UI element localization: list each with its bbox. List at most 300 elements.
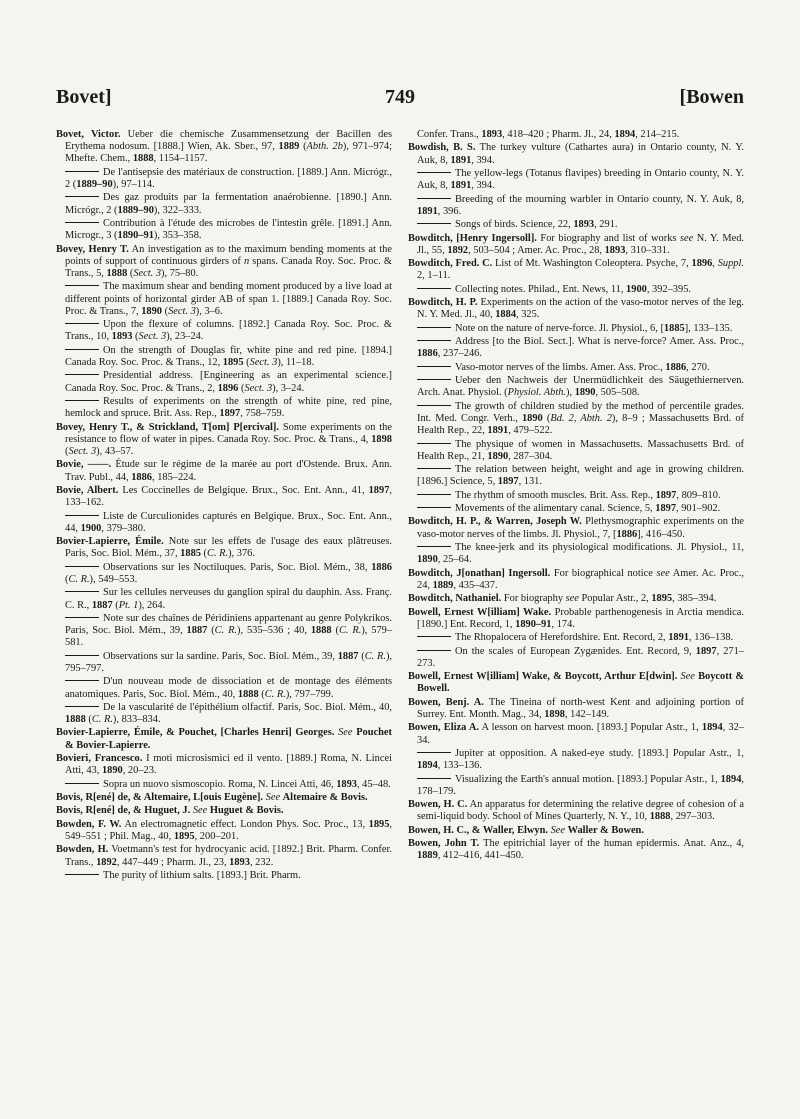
bibliography-entry xyxy=(408,825,744,837)
entry-text: Des gaz produits par la fermentation anaérobienne. [1890.] Ann. Micrógr., 2 ( xyxy=(65,192,392,216)
bibliography-entry xyxy=(408,632,744,644)
entry-text: , 45–48. xyxy=(356,778,391,790)
entry-text: 2, 1–11. xyxy=(417,270,451,282)
ditto-rule xyxy=(65,171,99,172)
entry-text: D'un nouveau mode de dissociation et de montage des éléments anatomiques. Paris, Soc. Biol. Mém., 40, xyxy=(65,676,392,700)
ditto-rule xyxy=(65,196,99,197)
entry-year: 1894 xyxy=(417,760,438,772)
entry-text: ( xyxy=(112,599,119,611)
bibliography-entry xyxy=(56,244,392,281)
entry-year: 1889–90 xyxy=(117,204,154,216)
entry-text: Pt. 1 xyxy=(118,599,139,611)
entry-text: ( xyxy=(299,141,307,153)
entry-text: ), 11–18. xyxy=(277,356,315,368)
entry-text: ( xyxy=(162,305,169,317)
entry-text: ( xyxy=(542,412,551,424)
entry-text: An electromagnetic effect. London Phys. Soc. Proc., 13, xyxy=(121,818,369,830)
entry-year: 1886 xyxy=(371,561,392,573)
entry-text: , 136–138. xyxy=(689,632,734,644)
bibliography-entry xyxy=(56,459,392,483)
entry-text: Voetmann's test for hydrocyanic acid. [1892.] Brit. Pharm. Confer. Trans., xyxy=(65,844,392,868)
entry-text: ], 133–135. xyxy=(684,322,733,334)
entry-year: Pouchet & Bovier-Lapierre. xyxy=(65,727,392,751)
entry-year: 1888 xyxy=(106,267,128,279)
entry-author: Bowell, Ernest W[illiam] Wake. xyxy=(408,606,552,618)
entry-year: 1886 xyxy=(131,471,152,483)
entry-text: Sect. 3 xyxy=(68,445,97,457)
entry-year: 1893 xyxy=(481,129,503,140)
entry-text: Sect. 3 xyxy=(249,356,278,368)
entry-text: , 418–420 ; Pharm. Jl., 24, xyxy=(502,129,615,140)
entry-text: ( xyxy=(243,356,250,368)
entry-text: The relation between height, weight and age in growing children. [1896.] Science, 5, xyxy=(417,464,744,488)
entry-text: ), 8–9 ; Massachusetts Brd. of Health Rep., 22, xyxy=(417,412,744,437)
entry-text: ), 971–974; Mhefte. Chem., xyxy=(65,141,392,165)
entry-author: Bowen, John T. xyxy=(408,838,480,850)
entry-year: 1893 xyxy=(229,856,250,868)
bibliography-entry xyxy=(56,192,392,216)
entry-text: ), 264. xyxy=(138,599,166,611)
entry-text: Plethysmographic experiments on the vaso-motor nerves of the limbs. Jl. Physiol., 7, [ xyxy=(417,516,744,540)
entry-text: The purity of lithium salts. [1893.] Brit. Pharm. xyxy=(103,870,301,882)
ditto-rule xyxy=(65,680,99,681)
entry-year: 1892 xyxy=(96,856,117,868)
bibliography-entry xyxy=(408,503,744,515)
entry-author: Bovier-Lapierre, Émile. xyxy=(56,536,164,548)
entry-text: , xyxy=(712,258,718,270)
entry-year: 1885 xyxy=(663,322,685,334)
entry-year: 1886 xyxy=(616,528,638,540)
ditto-rule xyxy=(65,222,99,223)
entry-year: 1890–91 xyxy=(515,618,552,630)
entry-text: ], 416–450. xyxy=(637,528,685,540)
ditto-rule xyxy=(417,366,451,367)
entry-text: The growth of children studied by the method of percentile grades. Int. Med. Congr. Verh., xyxy=(417,400,744,424)
entry-author: Bovey, Henry T. xyxy=(56,243,129,255)
entry-text: Observations sur la sardine. Paris, Soc. Biol. Mém., 39, xyxy=(103,650,338,662)
entry-year: 1888 xyxy=(237,688,259,700)
entry-text: The turkey vulture (Cathartes aura) in Ontario county, N. Y. Auk, 8, xyxy=(417,142,744,166)
entry-author: Bowen, Benj. A. xyxy=(408,696,484,708)
ditto-rule xyxy=(417,198,451,199)
entry-text: , 396. xyxy=(437,205,462,217)
entry-text: For biographical notice xyxy=(550,567,657,579)
entry-text: Visualizing the Earth's annual motion. [1893.] Popular Astr., 1, xyxy=(455,773,721,785)
bibliography-entry xyxy=(408,607,744,631)
entry-year: 1897 xyxy=(655,503,677,515)
entry-year: 1886 xyxy=(417,348,438,360)
entry-year: 1885 xyxy=(180,548,201,560)
bibliography-entry xyxy=(408,516,744,540)
entry-year: 1890–91 xyxy=(117,230,154,242)
entry-text: , 310–331. xyxy=(625,244,670,256)
bibliography-entry xyxy=(408,799,744,823)
entry-text: ), 579–581. xyxy=(65,625,393,649)
ditto-rule xyxy=(417,778,451,779)
entry-text: , 758–759. xyxy=(240,408,285,420)
entry-author: Bowen, H. C. xyxy=(408,799,468,811)
entry-author: Bowden, H. xyxy=(56,844,109,856)
ditto-rule xyxy=(417,379,451,380)
ditto-rule xyxy=(417,223,451,224)
entry-text: Upon the flexure of columns. [1892.] Canada Roy. Soc. Proc. & Trans., 10, xyxy=(65,319,392,343)
entry-text: , 503–504 ; Amer. Ac. Proc., 28, xyxy=(468,244,605,256)
ditto-rule xyxy=(65,566,99,567)
entry-text: , 385–394. xyxy=(672,593,717,605)
ditto-rule xyxy=(65,655,99,656)
entry-year: 1888 xyxy=(310,625,332,637)
bibliography-entry xyxy=(408,593,744,605)
ditto-rule xyxy=(65,400,99,401)
bibliography-entry xyxy=(408,697,744,721)
entry-text: ), 535–536 ; 40, xyxy=(237,625,311,637)
entry-text: Les Coccinelles de Belgique. Brux., Soc. Ent. Ann., 41, xyxy=(118,484,369,496)
entry-text: Abth. 2b xyxy=(306,141,343,153)
bibliography-entry xyxy=(56,779,392,791)
entry-text: ), 795–797. xyxy=(65,650,393,674)
entry-text: The yellow-legs (Totanus flavipes) breeding in Ontario county, N. Y. Auk, 8, xyxy=(417,167,744,192)
entry-year: 1891 xyxy=(668,632,689,644)
left-column xyxy=(56,129,392,883)
bibliography-entry xyxy=(408,323,744,335)
bibliography-entry xyxy=(56,753,392,777)
entry-text: The epitrichial layer of the human epidermis. Anat. Anz., 4, xyxy=(479,838,744,850)
bibliography-entry xyxy=(56,319,392,343)
entry-text: , 287–304. xyxy=(508,450,553,462)
entry-author: Bowdish, B. S. xyxy=(408,142,476,154)
entry-year: 1888 xyxy=(132,153,154,165)
entry-text: ), 75–80. xyxy=(161,267,199,279)
entry-text: Suppl. xyxy=(717,258,744,270)
entry-text: , 200–201. xyxy=(194,831,239,843)
bibliography-entry xyxy=(408,722,744,746)
entry-text: n xyxy=(243,255,250,267)
entry-text: Note on the nature of nerve-force. Jl. Physiol., 6, [ xyxy=(455,322,664,334)
entry-text: , 133–162. xyxy=(65,484,392,509)
entry-text: Amer. Ac. Proc., 24, xyxy=(417,567,744,591)
entry-text: , 142–149. xyxy=(564,709,610,721)
bibliography-entry xyxy=(56,167,392,191)
entry-year: 1889–90 xyxy=(76,179,113,190)
ditto-rule xyxy=(417,507,451,508)
entry-text: Sur les cellules nerveuses du ganglion spiral du dauphin. Ass. Franç. C. R., xyxy=(65,587,392,611)
entry-text: ), 549–553. xyxy=(89,573,138,585)
entry-year: 1884 xyxy=(495,309,517,321)
entry-year: 1890 xyxy=(101,765,123,777)
entry-text: Sect. 3 xyxy=(244,382,273,394)
entry-text: , 435–437. xyxy=(453,579,498,591)
entry-year: 1893 xyxy=(111,331,133,343)
ditto-rule xyxy=(65,706,99,707)
entry-author: Bovis, R[ené] de, & Altemaire, L[ouis Eugène]. xyxy=(56,792,264,804)
entry-text: C. R. xyxy=(68,573,90,585)
entry-text: Ueber die chemische Zusammensetzung der Bacillen des Erythema nodosum. [1888.] Wien, Ak. Sber., 97, xyxy=(65,129,392,153)
bibliography-entry xyxy=(408,646,744,670)
entry-text: See xyxy=(265,792,281,804)
entry-text: Presidential address. [Engineering as an experimental science.] Canada Roy. Soc. Proc. & Trans., 2, xyxy=(65,370,392,394)
bibliography-entry xyxy=(56,613,392,650)
bibliography-entry xyxy=(56,870,392,882)
entry-text: ( xyxy=(200,548,208,560)
ditto-rule xyxy=(417,443,451,444)
ditto-rule xyxy=(417,650,451,651)
entry-text: ( xyxy=(65,573,69,585)
entry-author: Bovie, Albert. xyxy=(56,484,119,496)
entry-text: ( xyxy=(331,625,339,637)
entry-author: Bovey, Henry T., & Strickland, T[om] P[ercival]. xyxy=(56,421,279,433)
entry-text: Liste de Curculionides capturés en Belgique. Brux., Soc. Ent. Ann., 44, xyxy=(65,510,392,534)
entry-author: Bowell, Ernest W[illiam] Wake, & Boycott, Arthur E[dwin]. xyxy=(408,671,678,683)
right-column xyxy=(408,129,744,864)
entry-author: Bowen, H. C., & Waller, Elwyn. xyxy=(408,824,548,836)
entry-year: 1887 xyxy=(186,625,208,637)
entry-text: , 185–224. xyxy=(152,471,197,483)
entry-year: Altemaire & Bovis. xyxy=(282,792,368,804)
entry-text: Confer. Trans., xyxy=(417,129,482,140)
entry-text: , 447–449 ; Pharm. Jl., 23, xyxy=(116,856,230,868)
entry-text: ( xyxy=(258,688,265,700)
entry-text: ), 3–24. xyxy=(272,382,305,394)
bibliography-entry xyxy=(408,168,744,192)
entry-year: 1887 xyxy=(91,599,113,611)
ditto-rule xyxy=(65,783,99,784)
entry-text: Sect. 3 xyxy=(133,267,162,279)
entry-text: , 392–395. xyxy=(646,283,691,295)
bibliography-entry xyxy=(56,485,392,509)
entry-text: Address [to the Biol. Sect.]. What is nerve-force? Amer. Ass. Proc., xyxy=(455,336,744,348)
entry-author: Bowden, F. W. xyxy=(56,818,122,830)
entry-year: 1897 xyxy=(219,408,241,420)
bibliography-entry xyxy=(56,422,392,459)
entry-author: Bovier-Lapierre, Émile, & Pouchet, [Charles Henri] Georges. xyxy=(56,727,335,739)
bibliography-entry xyxy=(408,297,744,321)
entry-text: Note sur des chaînes de Péridiniens appartenant au genre Polykrikos. Paris, Soc. Biol. Mém., 39, xyxy=(65,612,392,637)
ditto-rule xyxy=(417,752,451,753)
entry-text: The physique of women in Massachusetts. Massachusetts Brd. of Health Rep., 21, xyxy=(417,438,744,462)
entry-year: 1889 xyxy=(417,850,438,862)
entry-year: 1890 xyxy=(487,450,509,462)
entry-year: 1890 xyxy=(417,554,438,566)
bibliography-entry xyxy=(56,396,392,420)
entry-text: , 291. xyxy=(594,219,618,231)
ditto-rule xyxy=(417,636,451,637)
entry-text: The Tineina of north-west Kent and adjoining portion of Surrey. Ent. Month. Mag., 34, xyxy=(417,696,744,721)
header-right: [Bowen xyxy=(679,86,744,108)
bibliography-entry xyxy=(408,464,744,488)
entry-text: See xyxy=(192,805,208,817)
entry-year: 1888 xyxy=(649,811,671,823)
entry-year: 1891 xyxy=(417,205,438,217)
entry-text: ( xyxy=(358,650,365,662)
bibliography-entry xyxy=(56,702,392,726)
entry-text: Jupiter at opposition. A naked-eye study. [1893.] Popular Astr., 1, xyxy=(455,748,744,759)
bibliography-entry xyxy=(408,194,744,218)
entry-text: Observations sur les Noctiluques. Paris, Soc. Biol. Mém., 38, xyxy=(103,561,372,573)
bibliography-entry xyxy=(56,727,392,751)
ditto-rule xyxy=(65,285,99,286)
entry-text: Probable parthenogenesis in Arctia mendica. [1890.] Ent. Record, 1, xyxy=(417,606,744,630)
entry-year: 1892 xyxy=(447,244,469,256)
bibliography-entry xyxy=(56,562,392,586)
entry-text: De la vascularité de l'épithélium olfactif. Paris, Soc. Biol. Mém., 40, xyxy=(103,701,392,713)
entry-text: For biography and list of works xyxy=(536,232,680,244)
entry-text: , 232. xyxy=(249,856,274,868)
entry-year: 1894 xyxy=(720,773,742,785)
entry-year: 1895 xyxy=(651,593,673,605)
entry-text: , 237–246. xyxy=(437,348,482,360)
ditto-rule xyxy=(65,515,99,516)
header-left: Bovet] xyxy=(56,86,112,108)
entry-text: The knee-jerk and its physiological modifications. Jl. Physiol., 11, xyxy=(455,542,744,554)
entry-text: The rhythm of smooth muscles. Brit. Ass. Rep., xyxy=(455,489,656,501)
entry-text: Sect. 3 xyxy=(168,305,196,317)
entry-year: 1888 xyxy=(65,714,86,726)
entry-year: 1897 xyxy=(368,484,390,496)
entry-text: Songs of birds. Science, 22, xyxy=(455,219,574,231)
entry-year: 1891 xyxy=(450,154,472,166)
entry-text: see xyxy=(565,593,579,605)
entry-year: 1889 xyxy=(278,141,300,153)
entry-text: A lesson on harvest moon. [1893.] Popular Astr., 1, xyxy=(478,722,702,734)
entry-text: ( xyxy=(85,714,92,726)
entry-text: C. R. xyxy=(364,650,386,662)
entry-text: ), 43–57. xyxy=(96,445,134,457)
entry-text: , 178–179. xyxy=(417,773,744,797)
entry-text: , 32–34. xyxy=(417,722,744,746)
entry-text: I moti microsismici ed il vento. [1889.] Roma, N. Lincei Atti, 43, xyxy=(65,753,392,777)
entry-year: 1898 xyxy=(544,709,565,721)
entry-year: 1895 xyxy=(173,831,195,843)
entry-year: 1889 xyxy=(432,579,454,591)
entry-text: Étude sur le régime de la marée au port d'Ostende. Brux. Ann. Trav. Publ., 44, xyxy=(65,459,392,483)
entry-text: Vaso-motor nerves of the limbs. Amer. Ass. Proc., xyxy=(455,361,666,373)
entry-text: Some experiments on the resistance to flow of water in pipes. Canada Roy. Soc. Proc. & Trans., 4, xyxy=(65,421,392,445)
entry-year: 1891 xyxy=(487,425,509,437)
entry-author: Bowditch, Nathaniel. xyxy=(408,593,502,605)
entry-text: , 270. xyxy=(686,361,710,373)
entry-text: ), 3–6. xyxy=(195,305,223,317)
bibliography-entry xyxy=(56,281,392,318)
bibliography-entry xyxy=(408,258,744,282)
entry-year: 1891 xyxy=(450,180,472,192)
entry-text: , 379–380. xyxy=(101,522,146,534)
entry-text: ( xyxy=(238,382,245,394)
entry-text: , 131. xyxy=(518,476,542,488)
entry-text: For biography xyxy=(501,593,566,605)
entry-text: , 394. xyxy=(471,180,495,192)
entry-text: On the strength of Douglas fir, white pine and red pine. [1894.] Canada Roy. Soc. Proc. & Trans., 12, xyxy=(65,344,392,368)
entry-text: Bd. 2, Abth. 2 xyxy=(550,412,612,424)
entry-text: Sect. 3 xyxy=(138,331,167,343)
bibliography-entry xyxy=(56,651,392,675)
entry-text: Collecting notes. Philad., Ent. News, 11, xyxy=(455,283,627,295)
entry-text: List of Mt. Washington Coleoptera. Psyche, 7, xyxy=(492,258,692,270)
bibliography-entry xyxy=(56,844,392,868)
entry-text: , 325. xyxy=(516,309,540,321)
bibliography-entry xyxy=(408,748,744,772)
entry-text: , 20–23. xyxy=(122,765,157,777)
bibliography-entry xyxy=(56,792,392,804)
entry-text: Results of experiments on the strength of white pine, red pine, hemlock and spruce. Brit. Ass. Rep., xyxy=(65,395,392,420)
entry-text: C. R. xyxy=(91,714,113,726)
entry-author: Bovieri, Francesco. xyxy=(56,753,143,765)
entry-author: Bovie, ——. xyxy=(56,459,112,471)
entry-text: , 901–902. xyxy=(676,503,721,515)
ditto-rule xyxy=(65,349,99,350)
ditto-rule xyxy=(417,468,451,469)
entry-year: 1900 xyxy=(626,283,647,295)
bibliography-entry xyxy=(56,511,392,535)
entry-text: ), 833–834. xyxy=(112,714,161,726)
entry-text: The Rhopalocera of Herefordshire. Ent. Record, 2, xyxy=(455,632,669,644)
entry-text: spans. Canada Roy. Soc. Proc. & Trans., 5, xyxy=(65,255,392,279)
entry-year: 1894 xyxy=(614,129,636,140)
bibliography-entry xyxy=(56,345,392,369)
bibliography-entry xyxy=(408,233,744,257)
entry-text: ), 97–114. xyxy=(112,179,155,190)
bibliography-entry xyxy=(408,401,744,438)
bibliography-entry xyxy=(56,370,392,394)
entry-text: Popular Astr., 2, xyxy=(578,593,652,605)
entry-year: 1890 xyxy=(141,305,162,317)
entry-year: 1890 xyxy=(521,412,543,424)
running-header xyxy=(56,86,744,114)
entry-author: Bowditch, H. P., & Warren, Joseph W. xyxy=(408,516,582,528)
bibliography-entry xyxy=(408,774,744,798)
bibliography-entry xyxy=(408,490,744,502)
entry-year: 1893 xyxy=(604,244,626,256)
entry-year: 1894 xyxy=(701,722,723,734)
entry-year: 1897 xyxy=(497,476,519,488)
entry-text: Experiments on the action of the vaso-motor nerves of the leg. N. Y. Med. Jl., 40, xyxy=(417,297,745,321)
entry-text: C. R. xyxy=(264,688,286,700)
entry-year: Huguet & Bovis. xyxy=(209,805,284,817)
bibliography-entry xyxy=(56,676,392,700)
bibliography-entry xyxy=(408,671,744,695)
entry-text: De l'antisepsie des matériaux de construction. [1889.] Ann. Micrógr., 2 ( xyxy=(65,166,392,190)
bibliography-entry xyxy=(56,587,392,611)
ditto-rule xyxy=(417,494,451,495)
entry-text: Breeding of the mourning warbler in Ontario county, N. Y. Auk, 8, xyxy=(455,193,744,205)
bibliography-entry xyxy=(408,542,744,566)
ditto-rule xyxy=(417,405,451,406)
entry-year: 1897 xyxy=(655,489,677,501)
entry-year: 1898 xyxy=(371,433,392,445)
entry-text: Ueber den Nachweis der Unermüdlichkeit des Säugethiernerven. Arch. Anat. Physiol. ( xyxy=(417,375,744,399)
entry-text: , 214–215. xyxy=(635,129,680,140)
bibliography-entry xyxy=(408,838,744,862)
entry-text: , 1154–1157. xyxy=(153,153,208,165)
entry-year: 1895 xyxy=(368,818,390,830)
ditto-rule xyxy=(417,288,451,289)
entry-author: Bowditch, J[onathan] Ingersoll. xyxy=(408,567,551,579)
entry-text: An apparatus for determining the relative degree of cohesion of a semi-liquid body. School of Mines Quarterly, N. Y., 10, xyxy=(417,799,744,823)
entry-year: 1887 xyxy=(337,650,359,662)
entry-author: Bowditch, H. P. xyxy=(408,297,478,309)
ditto-rule xyxy=(417,340,451,341)
bibliography-entry xyxy=(56,819,392,843)
entry-text: Note sur les effets de l'usage des eaux plâtreuses. Paris, Soc. Biol. Mém., 37, xyxy=(65,536,392,560)
bibliography-entry xyxy=(408,142,744,166)
entry-text: , 479–522. xyxy=(508,425,553,437)
entry-author: Bowditch, [Henry Ingersoll]. xyxy=(408,232,537,244)
entry-text: ( xyxy=(127,267,134,279)
bibliography-entry xyxy=(408,284,744,296)
bibliography-entry xyxy=(408,362,744,374)
entry-author: Bovis, R[ené] de, & Huguet, J. xyxy=(56,805,191,817)
entry-year: Boycott & Bowell. xyxy=(417,671,744,695)
bibliography-entry xyxy=(408,219,744,231)
